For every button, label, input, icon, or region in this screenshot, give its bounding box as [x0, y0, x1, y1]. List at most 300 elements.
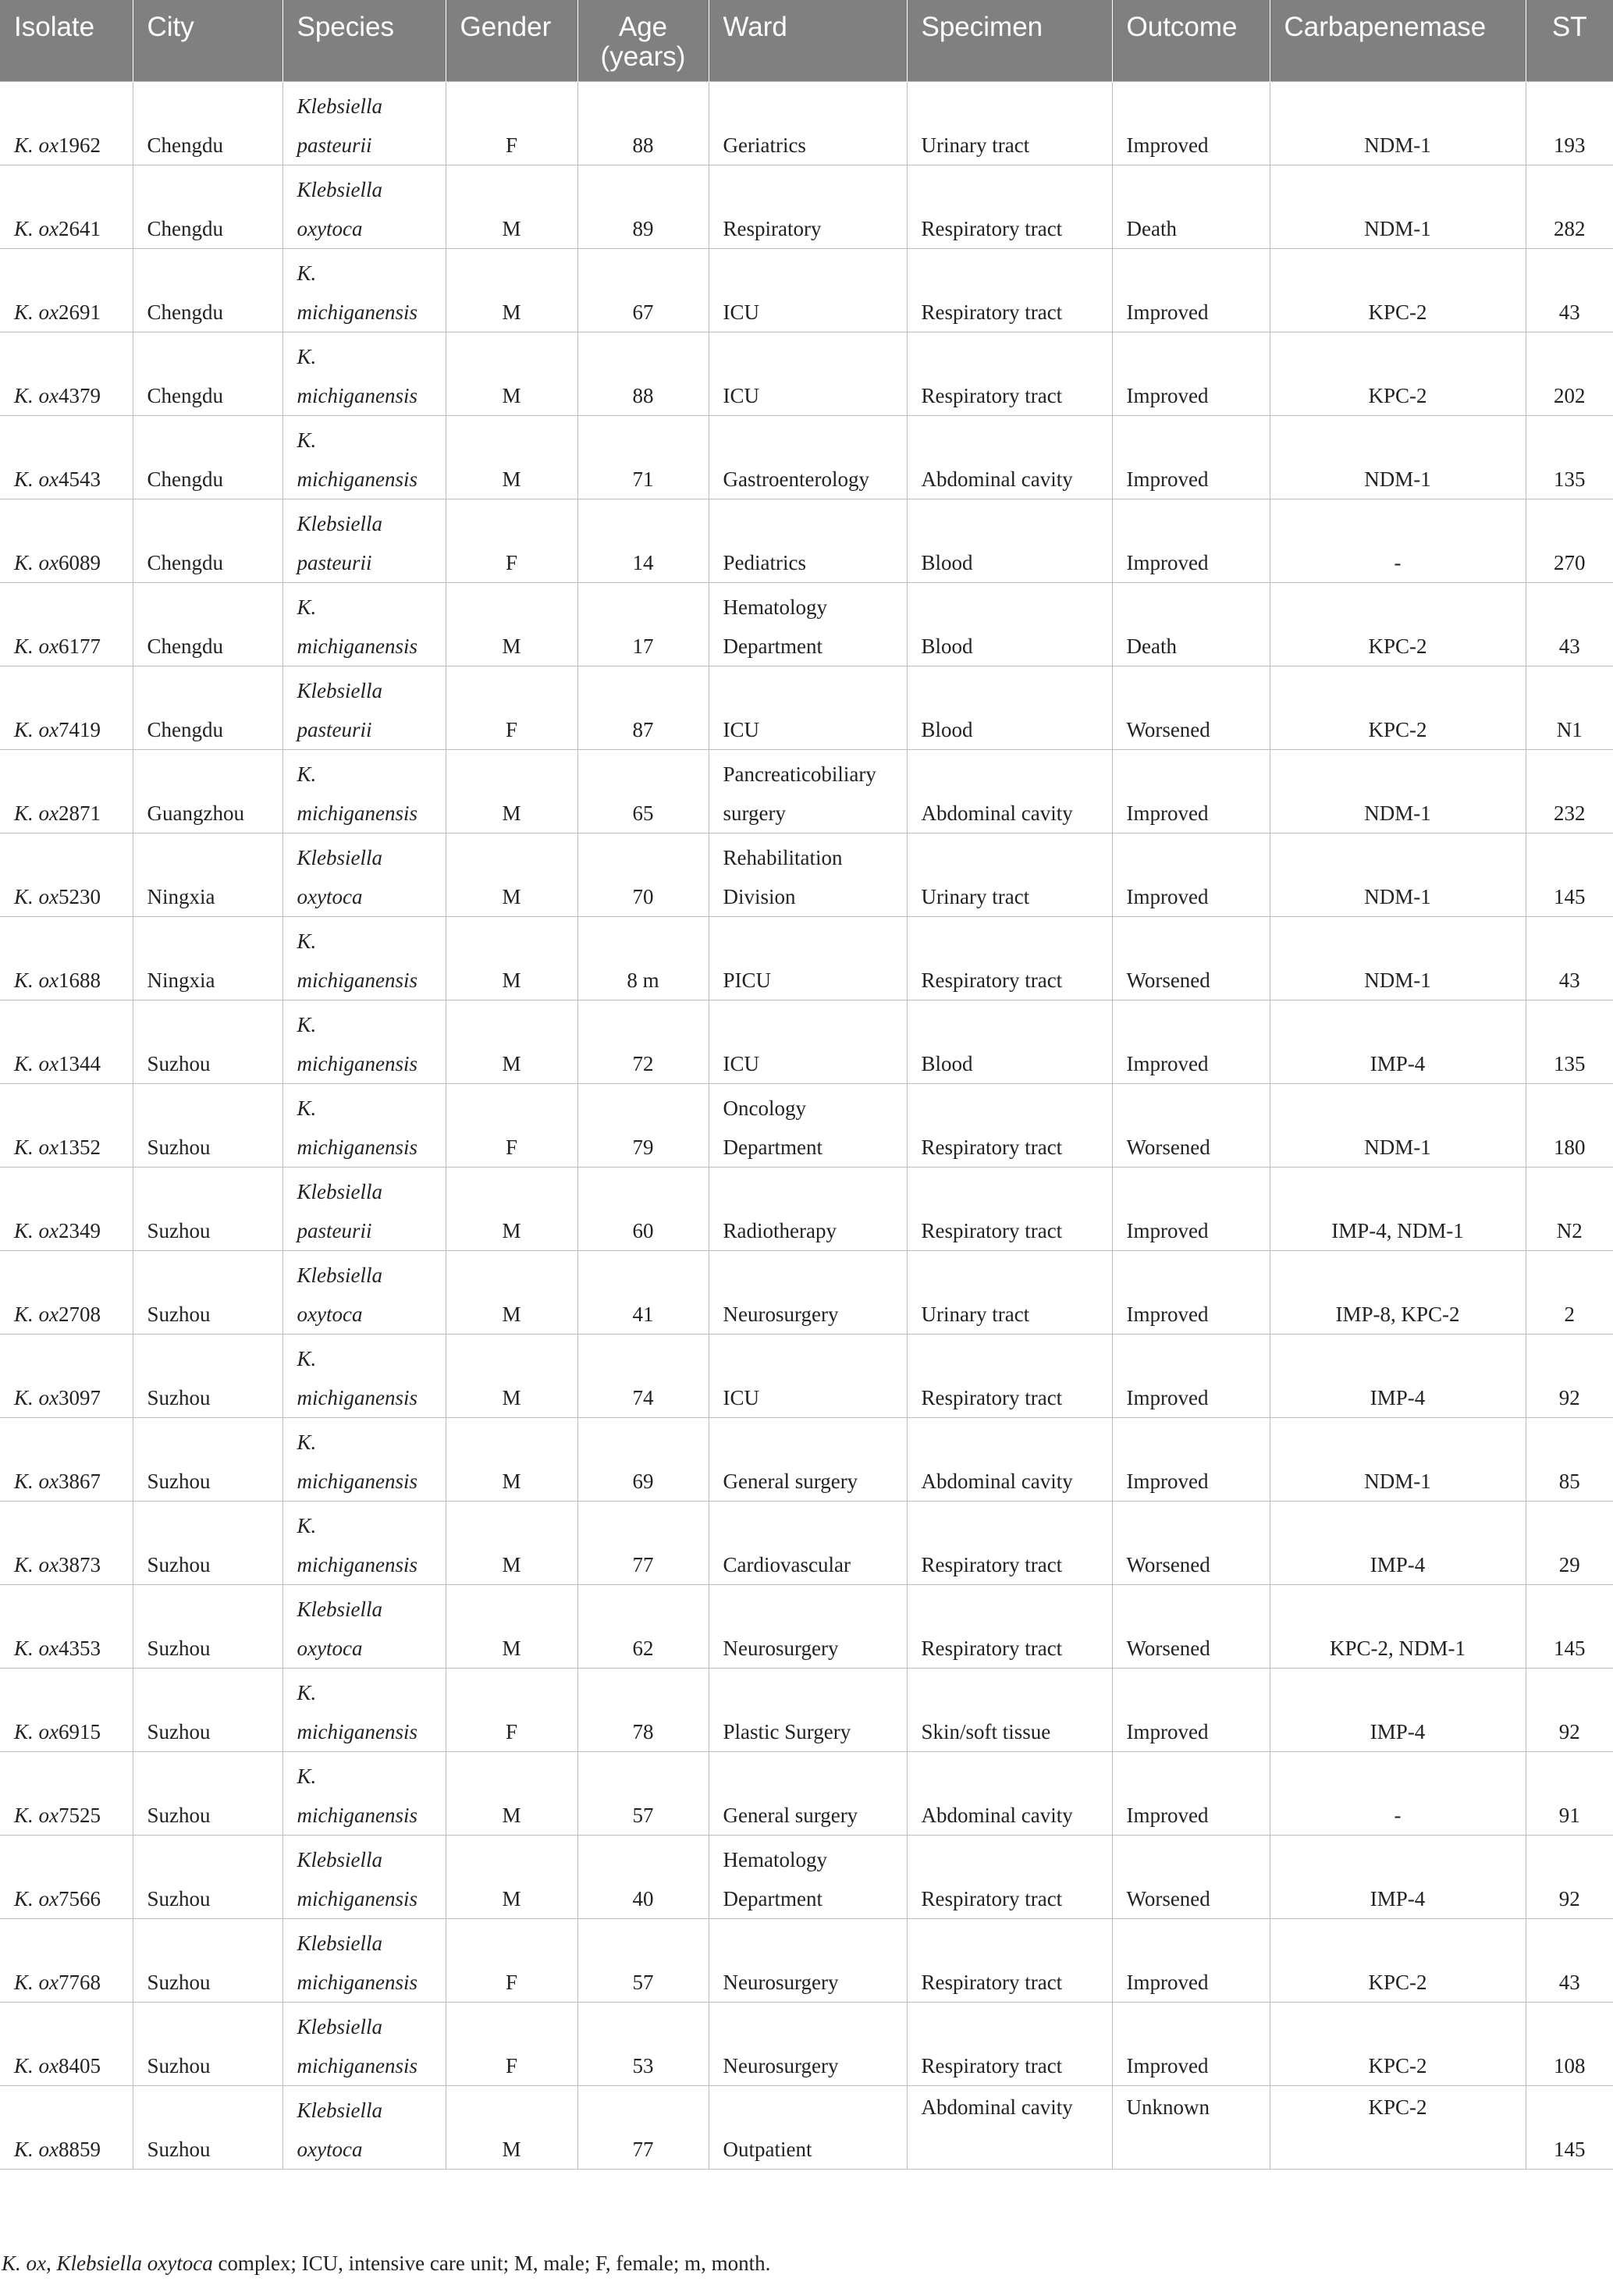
specimen-cell: Abdominal cavity [907, 416, 1112, 499]
species-cell [282, 750, 446, 833]
gender-cell: M [446, 416, 577, 499]
city-cell: Chengdu [133, 165, 282, 249]
species-cell [282, 666, 446, 750]
city-cell: Ningxia [133, 833, 282, 917]
city-cell: Suzhou [133, 2086, 282, 2170]
isolate-prefix: K. ox [14, 551, 59, 574]
ward-line1: ICU [723, 718, 759, 741]
ward-line2: Department [723, 634, 822, 658]
species-cell [282, 1168, 446, 1251]
table-row [0, 332, 1613, 416]
st-cell: 92 [1526, 1335, 1613, 1418]
ward-cell [709, 1919, 907, 2003]
city-cell: Chengdu [133, 82, 282, 165]
species-genus: K. [297, 345, 317, 368]
specimen-cell: Respiratory tract [907, 1836, 1112, 1919]
city-cell: Chengdu [133, 249, 282, 332]
species-epithet: michiganensis [297, 969, 417, 992]
specimen-cell: Blood [907, 583, 1112, 666]
gender-cell: M [446, 1502, 577, 1585]
species-epithet: michiganensis [297, 1470, 417, 1493]
ward-line1: ICU [723, 300, 759, 324]
ward-cell [709, 1836, 907, 1919]
st-cell: 232 [1526, 750, 1613, 833]
isolate-id: 1962 [59, 133, 101, 157]
carbapenemase-cell: KPC-2 [1270, 583, 1526, 666]
isolate-prefix: K. ox [14, 1637, 59, 1660]
isolate-id: 2349 [59, 1219, 101, 1242]
species-cell [282, 583, 446, 666]
ward-line1: Cardiovascular [723, 1553, 851, 1576]
isolate-prefix: K. ox [14, 1470, 59, 1493]
specimen-cell: Urinary tract [907, 1251, 1112, 1335]
species-cell [282, 82, 446, 165]
species-cell [282, 249, 446, 332]
outcome-cell: Death [1112, 583, 1270, 666]
species-epithet: oxytoca [297, 1637, 363, 1660]
species-cell [282, 1752, 446, 1836]
ward-cell [709, 750, 907, 833]
ward-cell [709, 1585, 907, 1669]
isolate-id: 7566 [59, 1887, 101, 1910]
ward-cell [709, 82, 907, 165]
specimen-cell: Skin/soft tissue [907, 1669, 1112, 1752]
specimen-cell: Blood [907, 666, 1112, 750]
isolate-prefix: K. ox [14, 1303, 59, 1326]
carbapenemase-cell: KPC-2, NDM-1 [1270, 1585, 1526, 1669]
age-cell: 78 [577, 1669, 709, 1752]
carbapenemase-cell: IMP-4 [1270, 1669, 1526, 1752]
specimen-cell: Respiratory tract [907, 249, 1112, 332]
table-row [0, 499, 1613, 583]
species-genus: Klebsiella [297, 2099, 382, 2122]
species-genus: K. [297, 1681, 317, 1704]
header-gender: Gender [446, 0, 577, 82]
isolate-id: 1352 [59, 1136, 101, 1159]
table-footnote [2, 2252, 770, 2276]
specimen-cell: Respiratory tract [907, 332, 1112, 416]
age-cell: 60 [577, 1168, 709, 1251]
species-cell [282, 332, 446, 416]
ward-cell [709, 1001, 907, 1084]
city-cell: Guangzhou [133, 750, 282, 833]
age-cell: 77 [577, 2086, 709, 2170]
isolate-cell [0, 1669, 133, 1752]
gender-cell: M [446, 1335, 577, 1418]
species-cell [282, 1585, 446, 1669]
isolate-cell [0, 1001, 133, 1084]
ward-line1: ICU [723, 384, 759, 407]
species-epithet: oxytoca [297, 1303, 363, 1326]
isolate-cell [0, 917, 133, 1001]
gender-cell: M [446, 1585, 577, 1669]
header-age [577, 0, 709, 82]
gender-cell: F [446, 1919, 577, 2003]
ward-line1: ICU [723, 1386, 759, 1409]
age-cell: 79 [577, 1084, 709, 1168]
isolate-id: 2691 [59, 300, 101, 324]
st-cell: 43 [1526, 249, 1613, 332]
isolate-prefix: K. ox [14, 1136, 59, 1159]
species-genus: Klebsiella [297, 178, 382, 201]
specimen-cell: Respiratory tract [907, 1168, 1112, 1251]
species-cell [282, 1001, 446, 1084]
species-cell [282, 2086, 446, 2170]
st-cell: 193 [1526, 82, 1613, 165]
carbapenemase-cell: KPC-2 [1270, 249, 1526, 332]
isolate-prefix: K. ox [14, 1887, 59, 1910]
species-genus: Klebsiella [297, 2015, 382, 2038]
outcome-cell: Unknown [1112, 2086, 1270, 2170]
header-carbapenemase: Carbapenemase [1270, 0, 1526, 82]
table-row [0, 1335, 1613, 1418]
isolate-id: 4379 [59, 384, 101, 407]
ward-cell [709, 249, 907, 332]
city-cell: Suzhou [133, 1418, 282, 1502]
species-cell [282, 1084, 446, 1168]
carbapenemase-cell: KPC-2 [1270, 2086, 1526, 2170]
st-cell: 270 [1526, 499, 1613, 583]
gender-cell: F [446, 499, 577, 583]
age-cell: 57 [577, 1752, 709, 1836]
species-epithet: oxytoca [297, 2138, 363, 2161]
carbapenemase-cell: KPC-2 [1270, 332, 1526, 416]
species-epithet: michiganensis [297, 1386, 417, 1409]
ward-line1: Geriatrics [723, 133, 806, 157]
isolate-prefix: K. ox [14, 885, 59, 908]
table-row [0, 833, 1613, 917]
carbapenemase-cell: NDM-1 [1270, 833, 1526, 917]
carbapenemase-cell: NDM-1 [1270, 165, 1526, 249]
city-cell: Suzhou [133, 1001, 282, 1084]
isolate-id: 6177 [59, 634, 101, 658]
ward-line1: Neurosurgery [723, 1971, 839, 1994]
isolate-prefix: K. ox [14, 969, 59, 992]
age-cell: 89 [577, 165, 709, 249]
city-cell: Suzhou [133, 1919, 282, 2003]
gender-cell: F [446, 1669, 577, 1752]
species-epithet: oxytoca [297, 217, 363, 240]
ward-line1: General surgery [723, 1470, 858, 1493]
isolate-prefix: K. ox [14, 1553, 59, 1576]
species-cell [282, 2003, 446, 2086]
footnote-sep: , [46, 2252, 57, 2275]
isolate-cell [0, 1251, 133, 1335]
species-cell [282, 1418, 446, 1502]
city-cell: Chengdu [133, 499, 282, 583]
carbapenemase-cell: KPC-2 [1270, 2003, 1526, 2086]
age-cell: 72 [577, 1001, 709, 1084]
species-epithet: michiganensis [297, 1136, 417, 1159]
gender-cell: M [446, 583, 577, 666]
species-cell [282, 1919, 446, 2003]
ward-cell [709, 165, 907, 249]
isolate-prefix: K. ox [14, 133, 59, 157]
isolate-cell [0, 1836, 133, 1919]
species-cell [282, 1669, 446, 1752]
table-row [0, 1502, 1613, 1585]
isolate-cell [0, 666, 133, 750]
specimen-cell: Blood [907, 1001, 1112, 1084]
specimen-cell: Blood [907, 499, 1112, 583]
st-cell: 135 [1526, 416, 1613, 499]
isolate-id: 2708 [59, 1303, 101, 1326]
st-cell: 2 [1526, 1251, 1613, 1335]
carbapenemase-cell: IMP-4 [1270, 1836, 1526, 1919]
isolate-cell [0, 499, 133, 583]
carbapenemase-cell: NDM-1 [1270, 82, 1526, 165]
ward-cell [709, 332, 907, 416]
st-cell: 43 [1526, 1919, 1613, 2003]
ward-cell [709, 1084, 907, 1168]
outcome-cell: Improved [1112, 1752, 1270, 1836]
table-row [0, 2086, 1613, 2170]
age-cell: 74 [577, 1335, 709, 1418]
carbapenemase-cell: NDM-1 [1270, 1084, 1526, 1168]
species-epithet: michiganensis [297, 300, 417, 324]
species-genus: K. [297, 1347, 317, 1370]
outcome-cell: Worsened [1112, 1836, 1270, 1919]
age-cell: 53 [577, 2003, 709, 2086]
outcome-cell: Worsened [1112, 917, 1270, 1001]
table-row [0, 1669, 1613, 1752]
st-cell: 108 [1526, 2003, 1613, 2086]
carbapenemase-cell: NDM-1 [1270, 416, 1526, 499]
header-city: City [133, 0, 282, 82]
isolate-prefix: K. ox [14, 634, 59, 658]
age-cell: 88 [577, 82, 709, 165]
city-cell: Suzhou [133, 2003, 282, 2086]
gender-cell: F [446, 2003, 577, 2086]
isolate-cell [0, 1418, 133, 1502]
carbapenemase-cell: - [1270, 1752, 1526, 1836]
ward-cell [709, 1251, 907, 1335]
gender-cell: M [446, 165, 577, 249]
species-epithet: oxytoca [297, 885, 363, 908]
ward-line1: Oncology [723, 1096, 806, 1120]
species-epithet: michiganensis [297, 1720, 417, 1743]
species-genus: K. [297, 1765, 317, 1788]
ward-line1: Pancreaticobiliary [723, 762, 876, 786]
ward-cell [709, 2003, 907, 2086]
outcome-cell: Improved [1112, 1168, 1270, 1251]
outcome-cell: Improved [1112, 1669, 1270, 1752]
table-header [0, 0, 1613, 82]
gender-cell: M [446, 750, 577, 833]
outcome-cell: Worsened [1112, 666, 1270, 750]
species-genus: Klebsiella [297, 1180, 382, 1203]
st-cell: 85 [1526, 1418, 1613, 1502]
species-genus: Klebsiella [297, 1264, 382, 1287]
species-genus: K. [297, 1013, 317, 1036]
isolate-cell [0, 416, 133, 499]
ward-cell [709, 1168, 907, 1251]
species-epithet: michiganensis [297, 634, 417, 658]
isolate-cell [0, 1919, 133, 2003]
species-genus: K. [297, 595, 317, 619]
species-genus: Klebsiella [297, 94, 382, 118]
table-row [0, 666, 1613, 750]
isolate-id: 4353 [59, 1637, 101, 1660]
species-epithet: michiganensis [297, 467, 417, 491]
gender-cell: M [446, 1752, 577, 1836]
table-row [0, 583, 1613, 666]
species-epithet: michiganensis [297, 801, 417, 825]
species-epithet: pasteurii [297, 718, 372, 741]
specimen-cell: Respiratory tract [907, 1502, 1112, 1585]
isolate-prefix: K. ox [14, 1720, 59, 1743]
specimen-cell: Respiratory tract [907, 1084, 1112, 1168]
city-cell: Chengdu [133, 583, 282, 666]
species-epithet: michiganensis [297, 1052, 417, 1075]
species-cell [282, 1502, 446, 1585]
ward-line1: Gastroenterology [723, 467, 869, 491]
city-cell: Suzhou [133, 1752, 282, 1836]
city-cell: Suzhou [133, 1168, 282, 1251]
age-cell: 71 [577, 416, 709, 499]
ward-cell [709, 1752, 907, 1836]
species-epithet: pasteurii [297, 1219, 372, 1242]
carbapenemase-cell: IMP-4 [1270, 1001, 1526, 1084]
specimen-cell: Respiratory tract [907, 1335, 1112, 1418]
isolate-prefix: K. ox [14, 384, 59, 407]
isolate-id: 6915 [59, 1720, 101, 1743]
age-cell: 70 [577, 833, 709, 917]
age-cell: 65 [577, 750, 709, 833]
species-epithet: michiganensis [297, 1804, 417, 1827]
isolate-id: 7419 [59, 718, 101, 741]
age-cell: 88 [577, 332, 709, 416]
age-cell: 40 [577, 1836, 709, 1919]
species-epithet: michiganensis [297, 384, 417, 407]
ward-cell [709, 583, 907, 666]
carbapenemase-cell: KPC-2 [1270, 1919, 1526, 2003]
isolate-id: 3097 [59, 1386, 101, 1409]
ward-line1: Pediatrics [723, 551, 806, 574]
isolate-cell [0, 1335, 133, 1418]
species-cell [282, 833, 446, 917]
ward-cell [709, 416, 907, 499]
species-genus: Klebsiella [297, 1848, 382, 1871]
species-cell [282, 499, 446, 583]
outcome-cell: Improved [1112, 1418, 1270, 1502]
table-row [0, 1251, 1613, 1335]
ward-line2: Division [723, 885, 796, 908]
carbapenemase-cell: NDM-1 [1270, 750, 1526, 833]
header-st: ST [1526, 0, 1613, 82]
specimen-cell: Urinary tract [907, 82, 1112, 165]
ward-cell [709, 1335, 907, 1418]
st-cell: 91 [1526, 1752, 1613, 1836]
isolate-id: 4543 [59, 467, 101, 491]
carbapenemase-cell: IMP-4, NDM-1 [1270, 1168, 1526, 1251]
ward-line1: ICU [723, 1052, 759, 1075]
ward-cell [709, 499, 907, 583]
isolate-cell [0, 82, 133, 165]
age-cell: 57 [577, 1919, 709, 2003]
isolate-id: 7768 [59, 1971, 101, 1994]
species-epithet: michiganensis [297, 1971, 417, 1994]
city-cell: Suzhou [133, 1084, 282, 1168]
ward-line1: Radiotherapy [723, 1219, 837, 1242]
st-cell: 43 [1526, 583, 1613, 666]
species-genus: Klebsiella [297, 846, 382, 869]
age-cell: 62 [577, 1585, 709, 1669]
table-row [0, 1001, 1613, 1084]
outcome-cell: Death [1112, 165, 1270, 249]
gender-cell: M [446, 1251, 577, 1335]
city-cell: Suzhou [133, 1669, 282, 1752]
isolate-cell [0, 583, 133, 666]
species-cell [282, 416, 446, 499]
isolate-prefix: K. ox [14, 1804, 59, 1827]
city-cell: Suzhou [133, 1251, 282, 1335]
st-cell: 43 [1526, 917, 1613, 1001]
city-cell: Suzhou [133, 1335, 282, 1418]
gender-cell: M [446, 1001, 577, 1084]
ward-cell [709, 666, 907, 750]
city-cell: Chengdu [133, 666, 282, 750]
isolate-id: 3873 [59, 1553, 101, 1576]
outcome-cell: Worsened [1112, 1084, 1270, 1168]
st-cell: N2 [1526, 1168, 1613, 1251]
isolate-cell [0, 332, 133, 416]
specimen-cell: Abdominal cavity [907, 750, 1112, 833]
age-cell: 67 [577, 249, 709, 332]
species-genus: K. [297, 1431, 317, 1454]
outcome-cell: Improved [1112, 499, 1270, 583]
ward-line1: Rehabilitation [723, 846, 843, 869]
isolate-id: 1344 [59, 1052, 101, 1075]
outcome-cell: Improved [1112, 82, 1270, 165]
ward-line1: Neurosurgery [723, 2054, 839, 2077]
table-row [0, 1084, 1613, 1168]
ward-line1: Neurosurgery [723, 1303, 839, 1326]
species-genus: Klebsiella [297, 1932, 382, 1955]
st-cell: 145 [1526, 1585, 1613, 1669]
species-epithet: pasteurii [297, 551, 372, 574]
st-cell: 135 [1526, 1001, 1613, 1084]
city-cell: Chengdu [133, 416, 282, 499]
gender-cell: M [446, 1168, 577, 1251]
outcome-cell: Improved [1112, 416, 1270, 499]
ward-line1: Respiratory [723, 217, 822, 240]
city-cell: Suzhou [133, 1836, 282, 1919]
isolate-prefix: K. ox [14, 300, 59, 324]
isolate-prefix: K. ox [14, 801, 59, 825]
isolate-prefix: K. ox [14, 2054, 59, 2077]
carbapenemase-cell: NDM-1 [1270, 1418, 1526, 1502]
table-row [0, 2003, 1613, 2086]
ward-cell [709, 1669, 907, 1752]
table-row [0, 1919, 1613, 2003]
st-cell: 202 [1526, 332, 1613, 416]
species-cell [282, 1335, 446, 1418]
specimen-cell: Respiratory tract [907, 1585, 1112, 1669]
species-epithet: michiganensis [297, 1553, 417, 1576]
gender-cell: M [446, 833, 577, 917]
species-genus: Klebsiella [297, 679, 382, 702]
st-cell: 145 [1526, 833, 1613, 917]
isolate-cell [0, 165, 133, 249]
table-row [0, 416, 1613, 499]
footnote-species: Klebsiella oxytoca [56, 2252, 213, 2275]
table-row [0, 1752, 1613, 1836]
gender-cell: M [446, 917, 577, 1001]
isolate-cell [0, 1168, 133, 1251]
species-genus: K. [297, 261, 317, 285]
ward-cell [709, 917, 907, 1001]
